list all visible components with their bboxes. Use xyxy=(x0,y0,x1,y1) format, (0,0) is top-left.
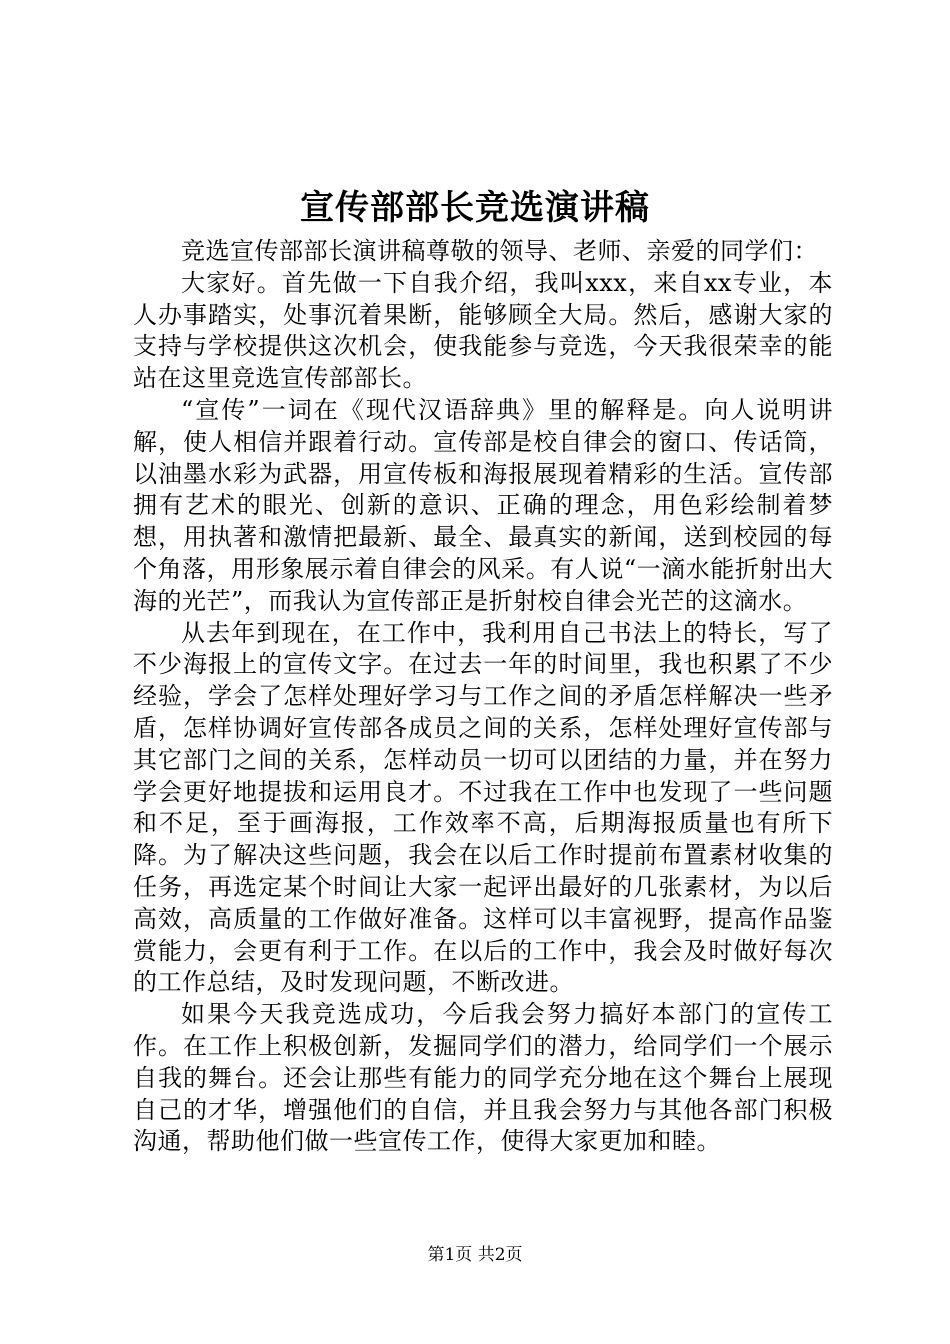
body-paragraph: 大家好。首先做一下自我介绍，我叫xxx，来自xx专业，本人办事踏实，处事沉着果断，能够顾全大局。然后，感谢大家的支持与学校提供这次机会，使我能参与竞选，今天我很荣幸的能站在这里竞选宣传部部长。 xyxy=(133,268,833,393)
document-title: 宣传部部长竞选演讲稿 xyxy=(300,188,650,228)
salutation-paragraph: 竞选宣传部部长演讲稿尊敬的领导、老师、亲爱的同学们： xyxy=(181,237,818,265)
body-paragraph: “宣传”一词在《现代汉语辞典》里的解释是。向人说明讲解，使人相信并跟着行动。宣传部是校自律会的窗口、传话筒，以油墨水彩为武器，用宣传板和海报展现着精彩的生活。宣传部拥有艺术的眼光、创新的意识、正确的理念，用色彩绘制着梦想，用执著和激情把最新、最全、最真实的新闻，送到校园的每个角落，用形象展示着自律会的风采。有人说“一滴水能折射出大海的光芒”，而我认为宣传部正是折射校自律会光芒的这滴水。 xyxy=(133,395,833,615)
body-paragraph: 从去年到现在，在工作中，我利用自己书法上的特长，写了不少海报上的宣传文字。在过去一年的时间里，我也积累了不少经验，学会了怎样处理好学习与工作之间的矛盾怎样解决一些矛盾，怎样协调好宣传部各成员之间的关系，怎样处理好宣传部与其它部门之间的关系，怎样动员一切可以团结的力量，并在努力学会更好地提拔和运用良才。不过我在工作中也发现了一些问题和不足，至于画海报，工作效率不高，后期海报质量也有所下降。为了解决这些问题，我会在以后工作时提前布置素材收集的任务，再选定某个时间让大家一起评出最好的几张素材，为以后高效，高质量的工作做好准备。这样可以丰富视野，提高作品鉴赏能力，会更有利于工作。在以后的工作中，我会及时做好每次的工作总结，及时发现问题，不断改进。 xyxy=(133,618,833,997)
page-number-footer: 第1页 共2页 xyxy=(427,1245,523,1265)
document-body xyxy=(133,236,833,1158)
body-paragraph: 如果今天我竞选成功，今后我会努力搞好本部门的宣传工作。在工作上积极创新，发掘同学们的潜力，给同学们一个展示自我的舞台。还会让那些有能力的同学充分地在这个舞台上展现自己的才华，增强他们的自信，并且我会努力与其他各部门积极沟通，帮助他们做一些宣传工作，使得大家更加和睦。 xyxy=(133,1000,833,1156)
